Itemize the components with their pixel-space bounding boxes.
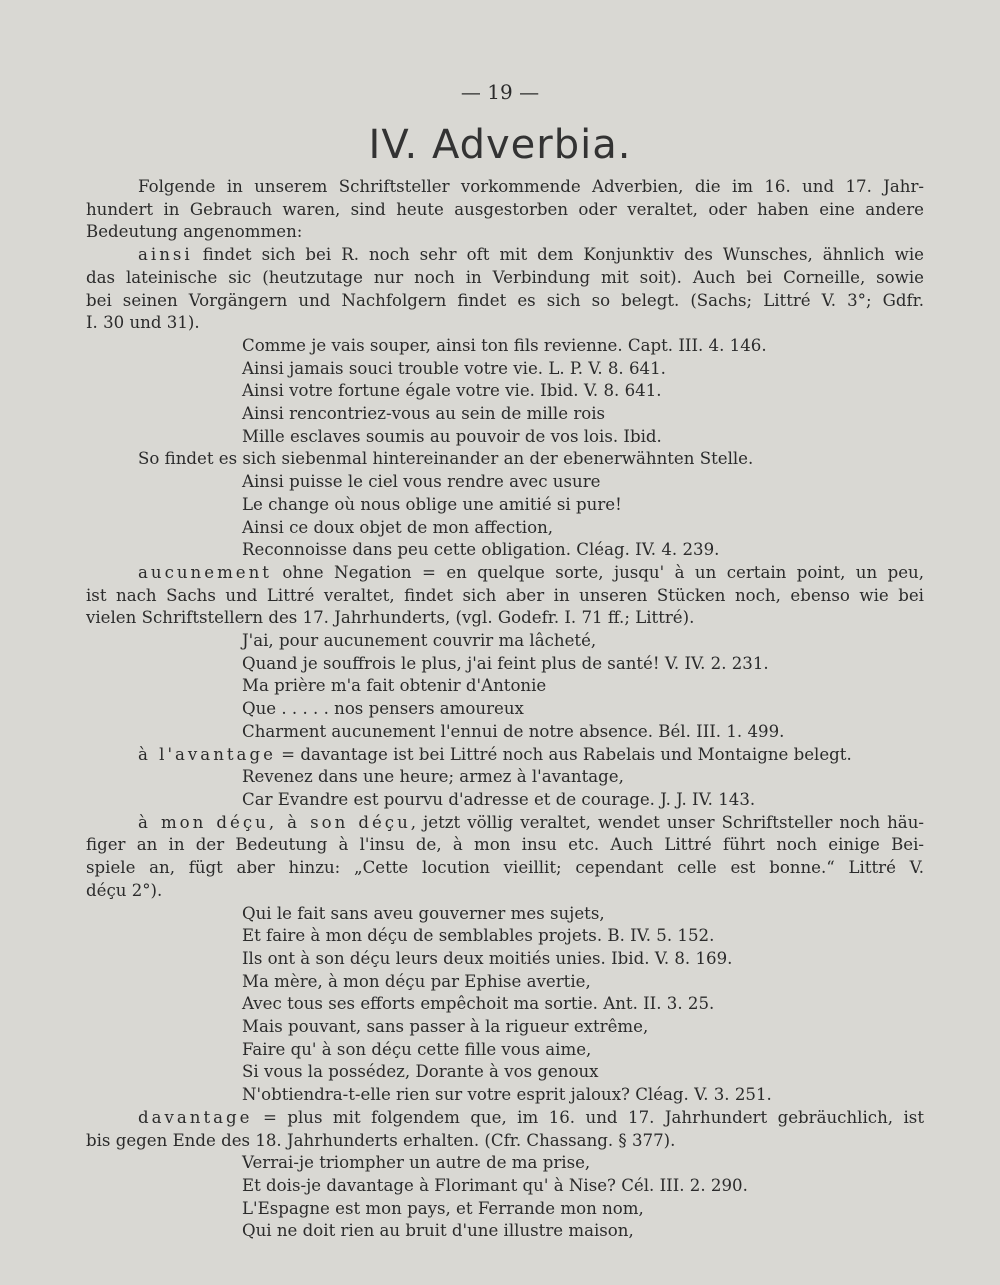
quote-line: Si vous la possédez, Dorante à vos genoux <box>242 1062 599 1082</box>
quote-line: Revenez dans une heure; armez à l'avantage, <box>242 767 624 787</box>
quote-line: Ainsi rencontriez-vous au sein de mille rois <box>242 404 606 424</box>
text-line: déçu 2°). <box>86 880 163 900</box>
quote-line: Ainsi jamais souci trouble votre vie. L. P. V. 8. 641. <box>242 358 666 378</box>
page-number: — 19 — <box>460 80 540 104</box>
keyword: à l'avantage <box>138 744 276 764</box>
text-line: figer an in der Bedeutung à l'insu de, à mon insu etc. Auch Littré führt noch einige Bei- <box>86 835 924 855</box>
quote-line: Ma mère, à mon déçu par Ephise avertie, <box>242 971 591 991</box>
text-line: aucunement ohne Negation = en quelque sorte, jusqu' à un certain point, un peu, <box>138 562 924 582</box>
quote-line: Reconnoisse dans peu cette obligation. Cléag. IV. 4. 239. <box>242 540 720 560</box>
section-title: IV. Adverbia. <box>368 122 632 168</box>
quote-line: Que . . . . . nos pensers amoureux <box>242 699 524 719</box>
text-line: à mon déçu, à son déçu, jetzt völlig veraltet, wendet unser Schriftsteller noch häu- <box>138 812 924 832</box>
text-line: I. 30 und 31). <box>86 313 200 333</box>
text-line: à l'avantage = davantage ist bei Littré noch aus Rabelais und Montaigne belegt. <box>138 744 852 764</box>
quote-line: Ma prière m'a fait obtenir d'Antonie <box>242 676 547 696</box>
quote-line: Le change où nous oblige une amitié si pure! <box>242 494 622 514</box>
keyword: aucunement <box>138 562 272 582</box>
quote-line: Qui le fait sans aveu gouverner mes sujets, <box>242 903 605 923</box>
quote-line: Mille esclaves soumis au pouvoir de vos lois. Ibid. <box>242 426 662 446</box>
quote-line: Car Evandre est pourvu d'adresse et de courage. J. J. IV. 143. <box>242 789 756 809</box>
text-line: Bedeutung angenommen: <box>86 222 303 242</box>
text-line: ist nach Sachs und Littré veraltet, findet sich aber in unseren Stücken noch, ebenso wie bei <box>86 585 924 605</box>
quote-line: Et faire à mon déçu de semblables projets. B. IV. 5. 152. <box>242 926 715 946</box>
text-line: Folgende in unserem Schriftsteller vorkommende Adverbien, die im 16. und 17. Jahr- <box>138 177 924 196</box>
quote-line: Ils ont à son déçu leurs deux moitiés unies. Ibid. V. 8. 169. <box>242 948 733 968</box>
text-line: bis gegen Ende des 18. Jahrhunderts erhalten. (Cfr. Chassang. § 377). <box>86 1130 676 1150</box>
keyword: ainsi <box>138 245 193 265</box>
text-line: davantage = plus mit folgendem que, im 16. und 17. Jahrhundert gebräuchlich, ist <box>138 1107 924 1127</box>
quote-line: Ainsi puisse le ciel vous rendre avec usure <box>242 472 601 492</box>
quote-line: Quand je souffrois le plus, j'ai feint plus de santé! V. IV. 2. 231. <box>242 653 769 673</box>
quote-line: Faire qu' à son déçu cette fille vous aime, <box>242 1039 592 1059</box>
quote-line: Qui ne doit rien au bruit d'une illustre maison, <box>242 1221 634 1241</box>
text-line: hundert in Gebrauch waren, sind heute ausgestorben oder veraltet, oder haben eine andere <box>86 199 924 219</box>
quote-line: Et dois-je davantage à Florimant qu' à Nise? Cél. III. 2. 290. <box>242 1175 748 1195</box>
quote-line: J'ai, pour aucunement couvrir ma lâcheté, <box>242 631 597 651</box>
text-line: bei seinen Vorgängern und Nachfolgern findet es sich so belegt. (Sachs; Littré V. 3°; Gdfr. <box>86 290 924 310</box>
text-line: So findet es sich siebenmal hintereinander an der ebenerwähnten Stelle. <box>138 449 754 469</box>
text-line: das lateinische sic (heutzutage nur noch in Verbindung mit soit). Auch bei Corneille, sowie <box>86 267 924 287</box>
quote-line: Charment aucunement l'ennui de notre absence. Bél. III. 1. 499. <box>242 721 785 741</box>
keyword: à mon déçu, à son déçu <box>138 812 411 832</box>
quote-line: L'Espagne est mon pays, et Ferrande mon nom, <box>242 1198 644 1218</box>
quote-line: Verrai-je triompher un autre de ma prise, <box>242 1153 591 1173</box>
text-line: ainsi findet sich bei R. noch sehr oft mit dem Konjunktiv des Wunsches, ähnlich wie <box>138 245 924 265</box>
text-line: vielen Schriftstellern des 17. Jahrhunderts, (vgl. Godefr. I. 71 ff.; Littré). <box>86 608 695 628</box>
quote-line: Ainsi votre fortune égale votre vie. Ibid. V. 8. 641. <box>242 381 662 401</box>
quote-line: Comme je vais souper, ainsi ton fils revienne. Capt. III. 4. 146. <box>242 335 767 355</box>
quote-line: Mais pouvant, sans passer à la rigueur extrême, <box>242 1017 649 1037</box>
body-text <box>86 176 924 1243</box>
text-line: spiele an, fügt aber hinzu: „Cette locution vieillit; cependant celle est bonne.“ Littré V. <box>86 858 924 878</box>
quote-line: Avec tous ses efforts empêchoit ma sortie. Ant. II. 3. 25. <box>242 994 715 1014</box>
keyword: davantage <box>138 1107 253 1127</box>
quote-line: Ainsi ce doux objet de mon affection, <box>242 517 554 537</box>
quote-line: N'obtiendra-t-elle rien sur votre esprit jaloux? Cléag. V. 3. 251. <box>242 1085 772 1105</box>
